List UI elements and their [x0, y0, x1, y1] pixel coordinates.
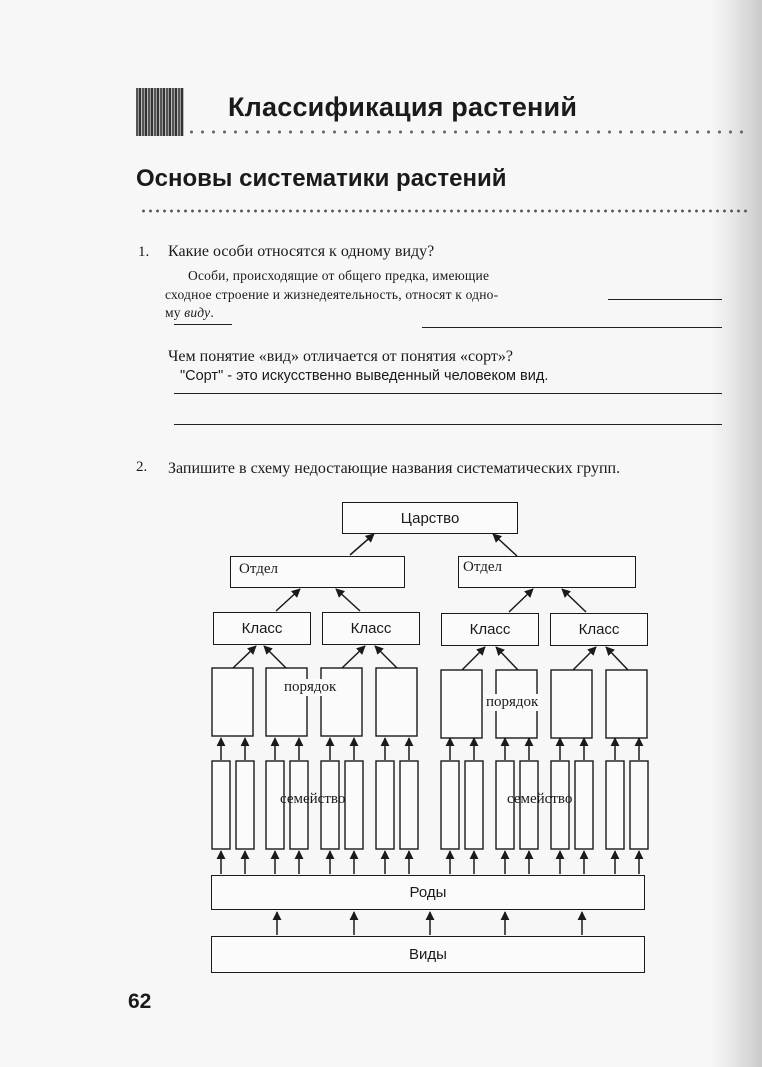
order-label: порядок: [486, 694, 539, 710]
page-number: 62: [128, 990, 152, 1013]
arrow: [562, 589, 586, 612]
family-box[interactable]: [441, 761, 459, 849]
kingdom-box[interactable]: Царство: [342, 502, 518, 534]
order-label: порядок: [284, 679, 337, 695]
arrow: [462, 647, 485, 670]
division-box[interactable]: Отдел: [458, 556, 636, 588]
handwritten-answer: "Сорт" - это искусственно выведенный человеком вид.: [180, 368, 549, 384]
class-box[interactable]: Класс: [441, 613, 539, 646]
answer-prefix: му: [165, 305, 185, 320]
arrow: [336, 589, 360, 611]
family-box[interactable]: [630, 761, 648, 849]
order-box[interactable]: [376, 668, 417, 736]
division-box[interactable]: Отдел: [230, 556, 405, 588]
family-box[interactable]: [345, 761, 363, 849]
family-box[interactable]: [400, 761, 418, 849]
answer-text: сходное строение и жизнедеятельность, относят к одно-: [165, 287, 499, 302]
order-box[interactable]: [212, 668, 253, 736]
family-box[interactable]: [212, 761, 230, 849]
arrow: [342, 646, 365, 668]
chapter-title: Классификация растений: [228, 92, 578, 122]
genera-box[interactable]: Роды: [211, 875, 645, 910]
family-label: семейство: [507, 791, 573, 807]
section-title: Основы систематики растений: [136, 165, 507, 192]
answer-suffix: .: [210, 305, 214, 320]
order-box[interactable]: [551, 670, 592, 738]
class-box[interactable]: Класс: [322, 612, 420, 645]
arrow: [493, 534, 517, 556]
question-text: Чем понятие «вид» отличается от понятия «сорт»?: [168, 348, 514, 365]
arrow: [350, 534, 374, 555]
question-number: 1.: [138, 244, 150, 260]
class-box[interactable]: Класс: [550, 613, 648, 646]
family-box[interactable]: [575, 761, 593, 849]
family-box[interactable]: [606, 761, 624, 849]
order-box[interactable]: [606, 670, 647, 738]
family-box[interactable]: [465, 761, 483, 849]
question-text: Запишите в схему недостающие названия систематических групп.: [168, 460, 621, 477]
arrow: [375, 646, 397, 668]
arrow: [606, 647, 628, 670]
answer-fill: виду: [184, 305, 211, 320]
class-box[interactable]: Класс: [213, 612, 311, 645]
arrow: [276, 589, 300, 611]
family-box[interactable]: [236, 761, 254, 849]
species-box[interactable]: Виды: [211, 936, 645, 973]
family-box[interactable]: [376, 761, 394, 849]
question-text: Какие особи относятся к одному виду?: [168, 243, 435, 260]
order-box[interactable]: [441, 670, 482, 738]
family-label: семейство: [280, 791, 346, 807]
arrow: [496, 647, 518, 670]
arrow: [233, 646, 256, 668]
arrow: [573, 647, 596, 670]
arrow: [264, 646, 286, 668]
answer-text: Особи, происходящие от общего предка, имеющие: [188, 268, 490, 283]
arrow: [509, 589, 533, 612]
question-number: 2.: [136, 459, 148, 475]
